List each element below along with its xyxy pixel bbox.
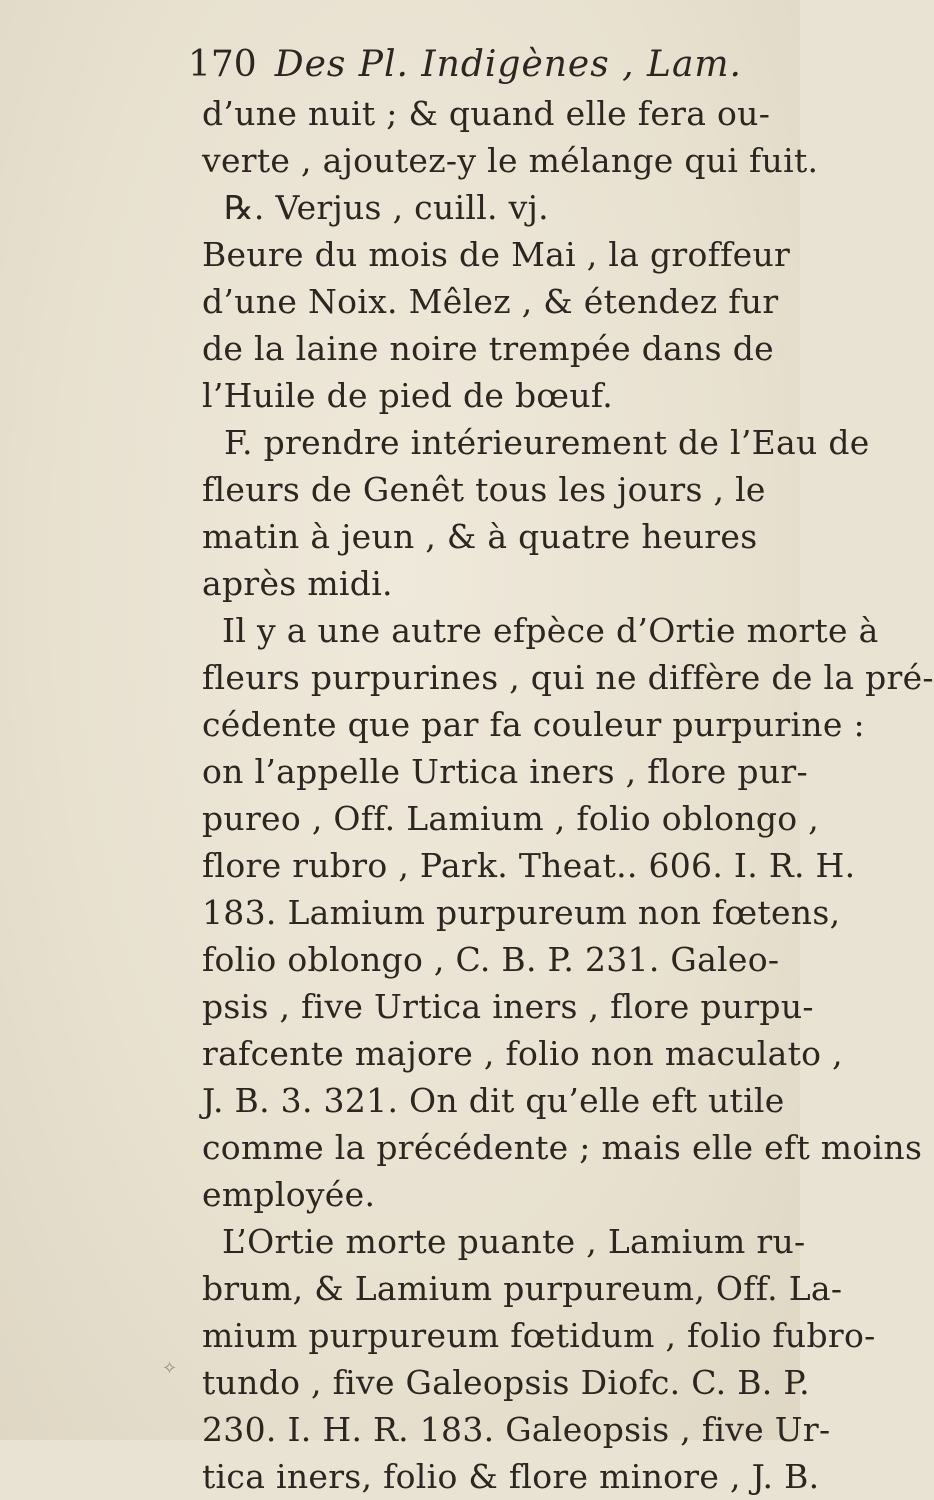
text-line: on l’appelle Urtica iners , flore pur- [202, 752, 808, 791]
text-line: 230. I. H. R. 183. Galeopsis , five Ur- [202, 1410, 831, 1449]
text-line: J. B. 3. 321. On dit qu’elle eft utile [202, 1081, 785, 1120]
text-line: psis , five Urtica iners , flore purpu- [202, 987, 814, 1026]
page-body [202, 90, 934, 1500]
text-line: folio oblongo , C. B. P. 231. Galeo- [202, 940, 780, 979]
text-line: rafcente majore , folio non maculato , [202, 1034, 843, 1073]
text-line: L’Ortie morte puante , Lamium ru- [222, 1222, 806, 1261]
text-line: tica iners, folio & flore minore , J. B. [202, 1457, 820, 1496]
text-line: fleurs purpurines , qui ne diffère de la pré- [202, 658, 934, 697]
text-line: tundo , five Galeopsis Diofc. C. B. P. [202, 1363, 810, 1402]
text-line: après midi. [202, 564, 393, 603]
text-line: ℞. Verjus , cuill. vj. [224, 188, 549, 227]
text-line: employée. [202, 1175, 376, 1214]
text-line: flore rubro , Park. Theat.. 606. I. R. H. [202, 846, 856, 885]
page-number: 170 [188, 44, 257, 85]
text-line: d’une nuit ; & quand elle fera ou- [202, 94, 771, 133]
text-line: pureo , Off. Lamium , folio oblongo , [202, 799, 820, 838]
text-line: F. prendre intérieurement de l’Eau de [224, 423, 870, 462]
text-line: de la laine noire trempée dans de [202, 329, 774, 368]
text-line: comme la précédente ; mais elle eft moins [202, 1128, 923, 1167]
text-line: brum, & Lamium purpureum, Off. La- [202, 1269, 843, 1308]
text-line: matin à jeun , & à quatre heures [202, 517, 758, 556]
text-line: d’une Noix. Mêlez , & étendez fur [202, 282, 779, 321]
running-title: Des Pl. Indigènes , Lam. [274, 44, 742, 85]
text-line: fleurs de Genêt tous les jours , le [202, 470, 766, 509]
text-line: mium purpureum fœtidum , folio fubro- [202, 1316, 876, 1355]
text-line: verte , ajoutez-y le mélange qui fuit. [202, 141, 819, 180]
text-line: 183. Lamium purpureum non fœtens, [202, 893, 841, 932]
text-line: Beure du mois de Mai , la groffeur [202, 235, 791, 274]
text-line: Il y a une autre efpèce d’Ortie morte à [222, 611, 879, 650]
text-line: l’Huile de pied de bœuf. [202, 376, 614, 415]
paper-speck: ✧ [162, 1358, 178, 1379]
running-header [188, 42, 748, 88]
text-line: cédente que par fa couleur purpurine : [202, 705, 865, 744]
